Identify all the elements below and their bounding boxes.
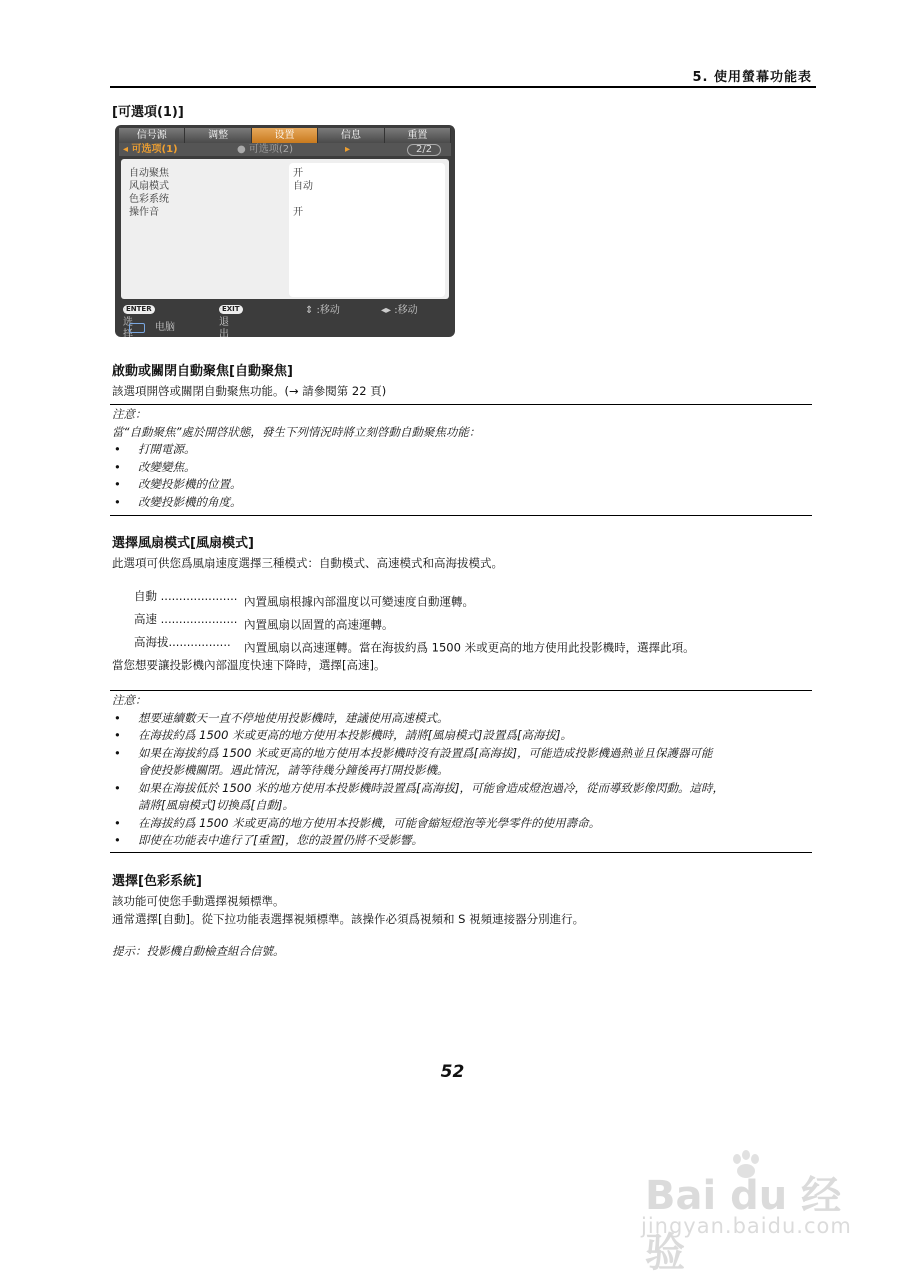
section-title-autofocus: 啟動或關閉自動聚焦[自動聚焦] <box>112 364 293 379</box>
menu-panel <box>121 159 449 299</box>
enter-key-icon: ENTER <box>123 305 155 314</box>
menu-tab-active[interactable]: 设置 <box>252 128 318 143</box>
fan-mode-term: 高速 ..................... <box>134 612 238 626</box>
note-bullet: • 在海拔約爲 1500 米或更高的地方使用本投影機，可能會縮短燈泡等光學零件的使用壽命。 <box>112 815 812 833</box>
fan-mode-term: 自動 ..................... <box>134 589 238 603</box>
subtab-next-arrow-icon[interactable]: ▸ <box>345 144 351 155</box>
autofocus-description: 該選項開啓或關閉自動聚焦功能。(→ 請參閱第 22 頁) <box>112 384 387 398</box>
autofocus-note <box>110 404 812 516</box>
note-bullet: • 改變變焦。 <box>112 459 812 477</box>
watermark <box>637 1150 852 1276</box>
section-title-fan-mode: 選擇風扇模式[風扇模式] <box>112 536 254 551</box>
monitor-icon <box>129 323 145 333</box>
exit-hint: :退出 <box>219 305 229 337</box>
menu-item-beep[interactable]: 操作音 <box>129 207 159 218</box>
menu-tab[interactable]: 调整 <box>185 128 251 143</box>
running-header: 5. 使用螢幕功能表 <box>692 70 812 85</box>
fan-description: 此選項可供您爲風扇速度選擇三種模式：自動模式、高速模式和高海拔模式。 <box>112 556 503 570</box>
note-intro: 當“自動聚焦”處於開啓狀態，發生下列情況時將立刻啓動自動聚焦功能： <box>112 424 481 439</box>
updown-move-hint: ⇕ :移动 <box>305 305 340 316</box>
note-label: 注意： <box>112 407 147 421</box>
watermark-url: jingyan.baidu.com <box>641 1214 852 1238</box>
page-number: 52 <box>440 1062 465 1082</box>
menu-item-fan-mode[interactable]: 风扇模式 <box>129 181 169 192</box>
menu-tab[interactable]: 重置 <box>385 128 451 143</box>
fan-mode-term: 高海拔................. <box>134 635 231 649</box>
fan-tip: 當您想要讓投影機內部溫度快速下降時，選擇[高速]。 <box>112 658 386 672</box>
section-title-color-system: 選擇[色彩系統] <box>112 874 202 889</box>
fan-mode-def: 內置風扇以固置的高速運轉。 <box>244 617 394 632</box>
fan-mode-row <box>134 588 804 611</box>
color-line2: 通常選擇[自動]。從下拉功能表選擇視頻標準。該操作必須爲視頻和 S 視頻連接器分別進行。 <box>112 912 585 926</box>
menu-tabs <box>119 128 451 143</box>
color-line1: 該功能可使您手動選擇視頻標準。 <box>112 894 285 908</box>
note-bullet: • 在海拔約爲 1500 米或更高的地方使用本投影機時，請將[風扇模式]設置爲[高海拔]。 <box>112 727 812 745</box>
fan-note <box>110 690 812 853</box>
enter-hint: :选择 <box>123 305 133 337</box>
menu-subtabs <box>119 143 451 156</box>
menu-value-autofocus: 开 <box>293 168 303 179</box>
fan-mode-def: 內置風扇根據內部溫度以可變速度自動運轉。 <box>244 594 474 609</box>
watermark-logo: Bai du 经验 <box>645 1173 842 1276</box>
header-rule <box>110 86 816 88</box>
subtab-options2[interactable]: ● 可选项(2) <box>237 144 294 155</box>
subtab-page-indicator: 2/2 <box>407 144 441 156</box>
menu-item-color-system[interactable]: 色彩系统 <box>129 194 169 205</box>
note-bullet: • 想要連續數天一直不停地使用投影機時，建議使用高速模式。 <box>112 710 812 728</box>
exit-key-icon: EXIT <box>219 305 243 314</box>
menu-source-bar <box>119 321 451 334</box>
color-hint: 提示：投影機自動檢查組合信號。 <box>112 944 285 958</box>
source-label: 电脑 <box>155 322 175 333</box>
menu-value-fan-mode: 自动 <box>293 181 313 192</box>
note-bullet: • 改變投影機的角度。 <box>112 494 812 512</box>
fan-mode-def: 內置風扇以高速運轉。當在海拔約爲 1500 米或更高的地方使用此投影機時，選擇此項。 <box>244 640 695 655</box>
note-bullet: • 如果在海拔約爲 1500 米或更高的地方使用本投影機時沒有設置爲[高海拔]，可能造成投影機過熱並且保護器可能 會使投影機關閉。遇此情況，請等待幾分鐘後再打開投影機。 <box>112 745 812 780</box>
fan-mode-row <box>134 611 804 634</box>
note-label: 注意： <box>112 693 147 707</box>
menu-screenshot <box>115 125 455 337</box>
menu-item-autofocus[interactable]: 自动聚焦 <box>129 168 169 179</box>
fan-mode-row <box>134 634 804 657</box>
note-bullet: • 如果在海拔低於 1500 米的地方使用本投影機時設置爲[高海拔]，可能會造成燈泡過冷，從而導致影像閃動。這時， 請將[風扇模式]切換爲[自動]。 <box>112 780 812 815</box>
menu-tab[interactable]: 信号源 <box>119 128 185 143</box>
subtab-options1[interactable]: ◂ 可选项(1) <box>123 144 178 155</box>
note-bullet: • 改變投影機的位置。 <box>112 476 812 494</box>
leftright-move-hint: ◂▸ :移动 <box>381 305 418 316</box>
menu-value-beep: 开 <box>293 207 303 218</box>
note-bullet: • 即使在功能表中進行了[重置]，您的設置仍將不受影響。 <box>112 832 812 850</box>
section-title-options: [可選項(1)] <box>112 105 184 120</box>
note-bullet: • 打開電源。 <box>112 441 812 459</box>
fan-mode-list <box>134 588 804 657</box>
menu-tab[interactable]: 信息 <box>318 128 384 143</box>
